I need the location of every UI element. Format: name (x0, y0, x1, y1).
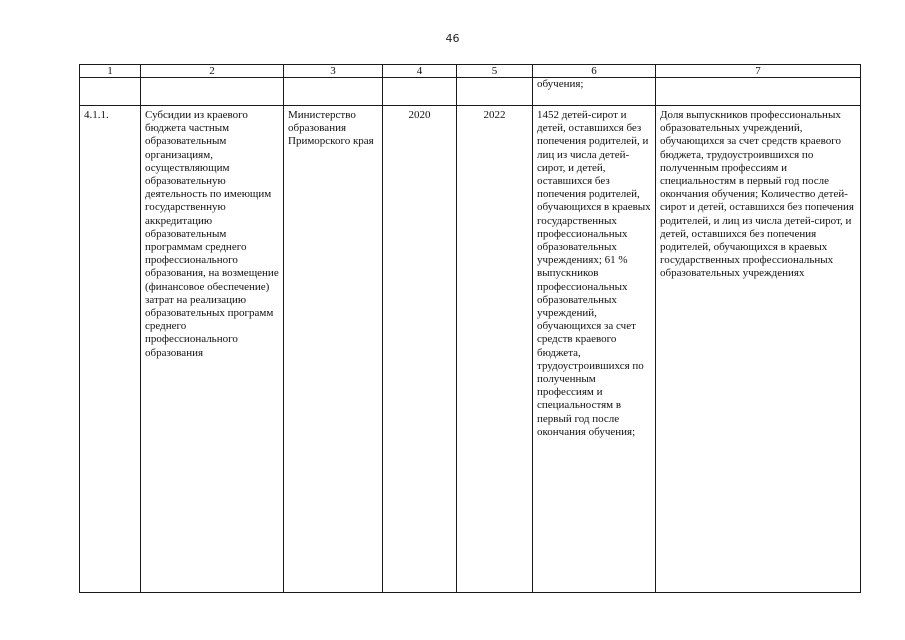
continuation-cell-6: обучения; (533, 78, 656, 106)
column-number-2: 2 (141, 65, 284, 78)
continuation-cell-7 (656, 78, 861, 106)
target-indicators: Доля выпускников профессиональных образовательных учреждений, обучающихся за счет средств краевого бюджета, трудоустроившихся по полученным профессиям и специальностям в первый год после окончания обучения; Количество детей-сирот и детей, оставшихся без попечения родителей, и лиц из числа детей-сирот, и детей, оставшихся без попечения родителей, обучающихся в краевых государственных профессиональных образовательных учреждениях (656, 106, 861, 593)
column-number-row (80, 65, 861, 78)
continuation-cell-1 (80, 78, 141, 106)
expected-result: 1452 детей-сирот и детей, оставшихся без попечения родителей, и лиц из числа детей-сирот, и детей, оставшихся без попечения родителей, обучающихся в краевых государственных профессиональных образовательных учреждениях; 61 % выпускников профессиональных образовательных учреждений, обучающихся за счет средств краевого бюджета, трудоустроившихся по полученным профессиям и специальностям в первый год после окончания обучения; (533, 106, 656, 593)
continuation-cell-5 (457, 78, 533, 106)
column-number-4: 4 (383, 65, 457, 78)
row-number: 4.1.1. (80, 106, 141, 593)
continuation-cell-3 (284, 78, 383, 106)
column-number-5: 5 (457, 65, 533, 78)
responsible-executor: Министерство образования Приморского края (284, 106, 383, 593)
activity-description: Субсидии из краевого бюджета частным образовательным организациям, осуществляющим образовательную деятельность по имеющим государственную аккредитацию образовательным программам среднего профессионального образования, на возмещение (финансовое обеспечение) затрат на реализацию образовательных программ среднего профессионального образования (141, 106, 284, 593)
program-table (79, 64, 861, 593)
continuation-cell-2 (141, 78, 284, 106)
column-number-3: 3 (284, 65, 383, 78)
column-number-1: 1 (80, 65, 141, 78)
table-row (80, 106, 861, 593)
continuation-row (80, 78, 861, 106)
page-number: 46 (445, 32, 460, 45)
start-year: 2020 (383, 106, 457, 593)
continuation-cell-4 (383, 78, 457, 106)
column-number-7: 7 (656, 65, 861, 78)
end-year: 2022 (457, 106, 533, 593)
column-number-6: 6 (533, 65, 656, 78)
